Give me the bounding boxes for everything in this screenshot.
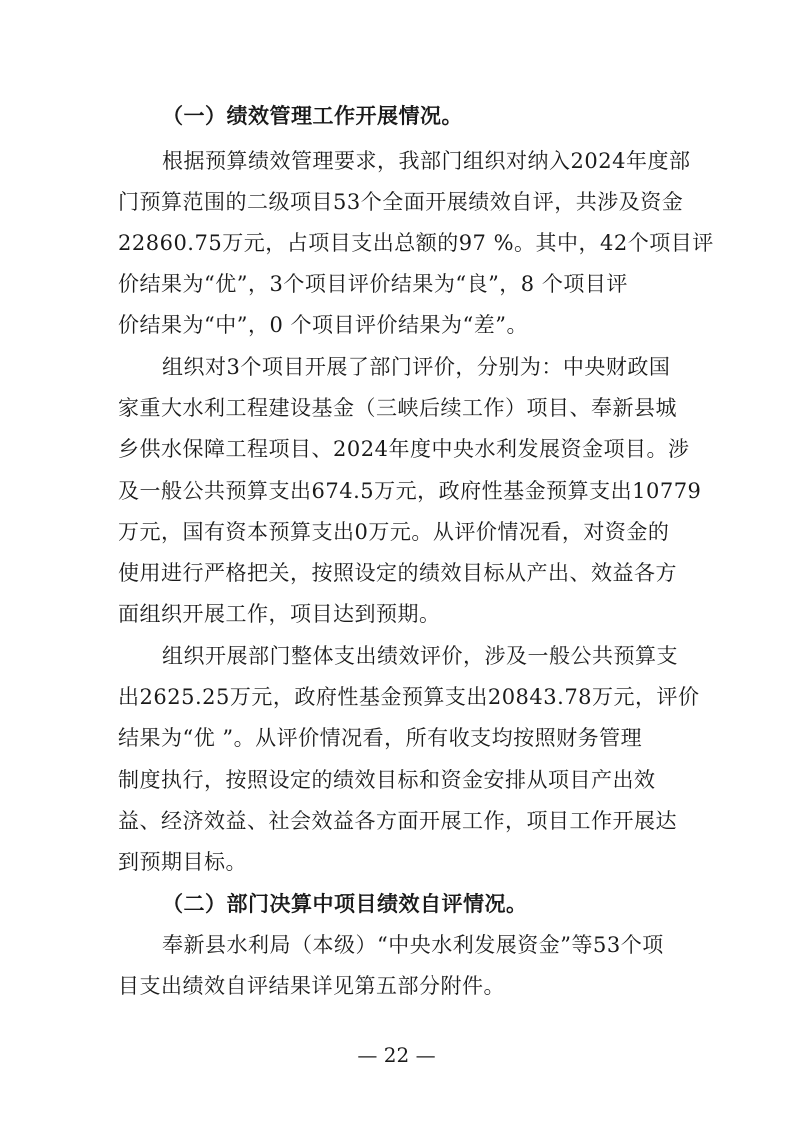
para3-line-4: 制度执行，按照设定的绩效目标和资金安排从项目产出效	[118, 768, 656, 792]
para1-line-3: 22860.75万元，占项目支出总额的97 %。其中，42个项目评	[118, 231, 714, 255]
para3-line-1: 组织开展部门整体支出绩效评价，涉及一般公共预算支	[162, 644, 678, 668]
para2-line-7: 面组织开展工作，项目达到预期。	[118, 602, 441, 626]
page-number: — 22 —	[357, 1043, 436, 1067]
para3-line-2: 出2625.25万元，政府性基金预算支出20843.78万元，评价	[118, 685, 700, 709]
para1-line-5: 价结果为“中”，0 个项目评价结果为“差”。	[118, 313, 528, 337]
para3-line-6: 到预期目标。	[118, 850, 247, 874]
para3-line-5: 益、经济效益、社会效益各方面开展工作，项目工作开展达	[118, 809, 677, 833]
para2-line-5: 万元，国有资本预算支出0万元。从评价情况看，对资金的	[118, 520, 670, 544]
para4-line-1: 奉新县水利局（本级）“中央水利发展资金”等53个项	[162, 933, 664, 957]
section2-heading: （二）部门决算中项目绩效自评情况。	[162, 891, 528, 916]
section1-heading: （一）绩效管理工作开展情况。	[162, 103, 463, 128]
para2-line-6: 使用进行严格把关，按照设定的绩效目标从产出、效益各方	[118, 561, 677, 585]
para2-line-2: 家重大水利工程建设基金（三峡后续工作）项目、奉新县城	[118, 396, 677, 420]
para4-line-2: 目支出绩效自评结果详见第五部分附件。	[118, 974, 505, 998]
para2-line-4: 及一般公共预算支出674.5万元，政府性基金预算支出10779	[118, 479, 702, 503]
para1-line-2: 门预算范围的二级项目53个全面开展绩效自评，共涉及资金	[118, 190, 684, 214]
para1-line-4: 价结果为“优”，3个项目评价结果为“良”，8 个项目评	[118, 272, 628, 296]
para2-line-1: 组织对3个项目开展了部门评价，分别为：中央财政国	[162, 355, 671, 379]
para1-line-1: 根据预算绩效管理要求，我部门组织对纳入2024年度部	[162, 149, 691, 173]
para3-line-3: 结果为“优 ”。从评价情况看，所有收支均按照财务管理	[118, 726, 643, 750]
para2-line-3: 乡供水保障工程项目、2024年度中央水利发展资金项目。涉	[118, 437, 690, 461]
